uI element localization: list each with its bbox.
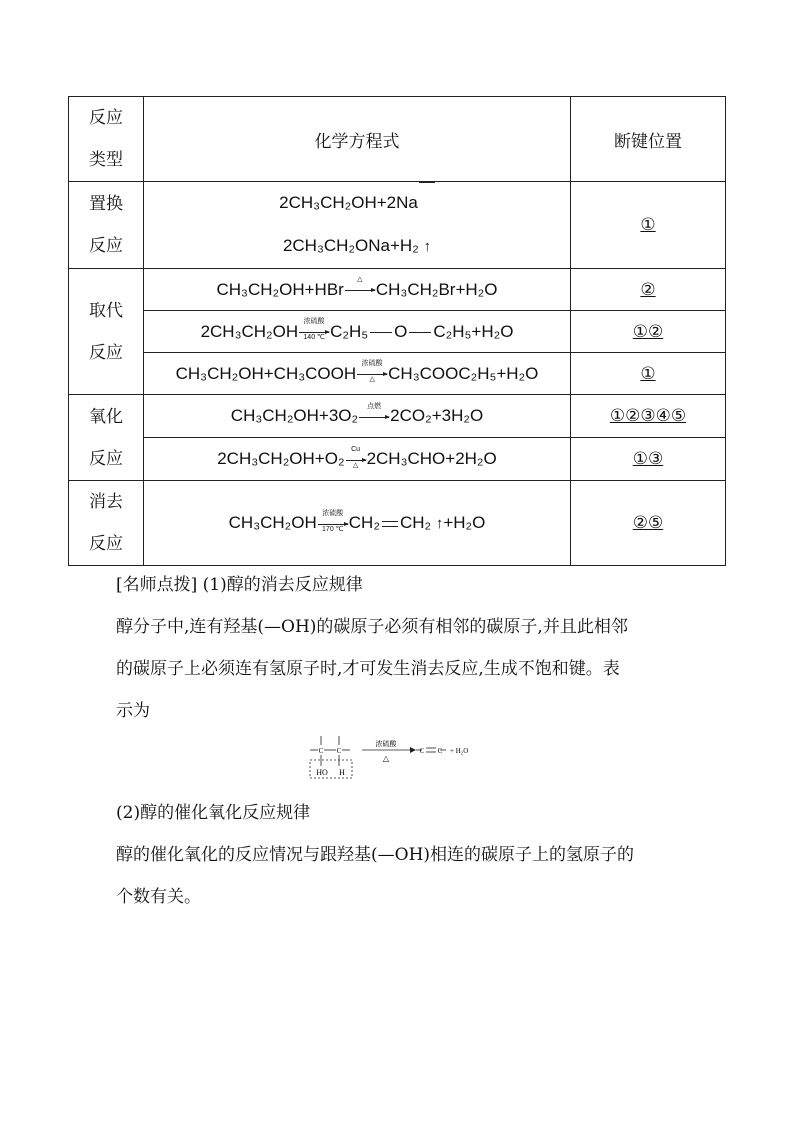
equation-ester [144,353,571,395]
reaction-table [68,96,726,566]
cond-temp: 140 ℃ [303,334,325,342]
scheme-carbon-4: C [437,747,443,755]
position-combust-value: ①②③④⑤ [609,406,687,427]
position-ester-value: ① [640,363,656,384]
header-equation: 化学方程式 [144,97,571,182]
scheme-cond-acid: 浓硫酸 [375,740,397,748]
position-catalytic-value: ①③ [632,449,664,470]
reaction-arrow-icon [357,360,387,384]
header-type-line1: 反应 [89,108,123,128]
ether-oxygen: O [394,321,408,341]
equation-combust-left: CH₃CH₂OH+3O₂ [230,406,359,426]
type-line1: 氧化 [89,406,123,427]
type-line2: 反应 [89,236,123,256]
cond-heat: △ [352,461,359,469]
table-header-row [69,97,726,182]
cond-acid: 浓硫酸 [322,509,344,517]
position-catalytic [571,438,726,481]
cond-acid: 浓硫酸 [361,360,383,368]
row-elimination [69,481,726,566]
scheme-carbon-2: C [336,747,342,755]
row-ether [69,311,726,353]
position-hbr-value: ② [640,279,656,300]
type-line1: 消去 [89,492,123,513]
position-hbr [571,269,726,311]
header-position: 断键位置 [571,97,726,182]
equation-ether-left: 2CH₃CH₂OH [200,321,299,341]
equation-catalytic-left: 2CH₃CH₂OH+O₂ [217,449,345,469]
alkene-ch2-b: CH₂ [399,513,432,533]
row-combust [69,395,726,438]
position-na [571,182,726,269]
cond-ignite: 点燃 [367,402,382,410]
double-bond-icon [382,521,398,527]
equation-elim-left: CH₃CH₂OH [228,513,317,533]
reaction-arrow-icon [299,318,329,342]
scheme-carbon-3: C [419,747,425,755]
cond-heat: △ [357,276,363,284]
type-line2: 反应 [89,534,123,555]
header-type-line2: 类型 [89,150,123,170]
tip-heading: [名师点拨] (1)醇的消去反应规律 [116,575,363,595]
single-bond-icon [409,332,431,333]
type-take [69,269,144,395]
equation-ester-right: CH₃COOC₂H₅+H₂O [388,363,539,383]
elimination-scheme [306,734,492,782]
equation-na-line2 [144,225,570,268]
type-line1: 取代 [89,300,123,321]
equation-hbr-left: CH₃CH₂OH+HBr [216,279,344,299]
type-elimination [69,481,144,566]
single-bond-icon [370,332,392,333]
row-catalytic [69,438,726,481]
row-substitution-na [69,182,726,269]
scheme-cond-heat: △ [382,754,390,763]
equation-combust [144,395,571,438]
alkene-ch2-a: CH₂ [348,513,380,533]
gas-up-arrow-icon: ↑ [423,238,432,256]
gas-up-arrow-icon: ↑ [435,515,444,533]
position-elim-value: ②⑤ [632,513,664,534]
type-line2: 反应 [89,448,123,469]
equation-catalytic [144,438,571,481]
position-ester [571,353,726,395]
type-line1: 置换 [89,194,123,214]
scheme-carbon-1: C [318,747,324,755]
equation-hbr [144,269,571,311]
paragraph2-line1: 醇的催化氧化的反应情况与跟羟基(—OH)相连的碳原子上的氢原子的 [116,845,635,865]
cond-acid: 浓硫酸 [303,318,325,326]
equation-ester-left: CH₃CH₂OH+CH₃COOH [175,363,357,383]
paragraph1-line3: 示为 [116,701,150,721]
header-type [69,97,144,182]
position-ether-value: ①② [632,321,664,342]
equation-hbr-right: CH₃CH₂Br+H₂O [375,279,498,299]
reaction-arrow-icon [318,509,348,533]
type-substitution [69,182,144,269]
position-combust [571,395,726,438]
paragraph1-line1: 醇分子中,连有羟基(—OH)的碳原子必须有相邻的碳原子,并且此相邻 [116,617,628,637]
position-elimination [571,481,726,566]
equation-na-left: 2CH₃CH₂OH+2Na [279,193,418,212]
equation-ether [144,311,571,353]
equation-elimination [144,481,571,566]
equation-na-line1 [144,182,570,225]
reaction-arrow-icon [359,402,389,424]
heading-2: (2)醇的催化氧化反应规律 [116,803,311,823]
type-oxidation [69,395,144,481]
equation-combust-right: 2CO₂+3H₂O [390,406,484,426]
paragraph2-line2: 个数有关。 [116,887,201,907]
cond-heat: △ [369,376,375,384]
paragraph1-line2: 的碳原子上必须连有氢原子时,才可发生消去反应,生成不饱和键。表 [116,659,620,679]
position-ether [571,311,726,353]
scheme-hydrogen: H [339,768,345,777]
equation-elim-water: +H₂O [443,513,486,533]
type-line2: 反应 [89,342,123,363]
position-na-value: ① [640,215,656,235]
row-hbr [69,269,726,311]
cond-catalyst: Cu [351,445,361,453]
short-arrow-icon [419,182,435,225]
scheme-hydroxyl: HO [316,768,328,777]
ether-group-b: C₂H₅+H₂O [433,321,514,341]
reaction-arrow-icon [345,276,375,297]
reaction-arrow-icon [346,445,366,469]
row-ester [69,353,726,395]
equation-na [144,182,571,269]
equation-catalytic-right: 2CH₃CHO+2H₂O [366,449,497,469]
scheme-product-water: + H₂O [450,747,469,755]
ether-group-a: C₂H₅ [330,321,369,341]
cond-temp: 170 ℃ [322,525,344,533]
equation-na-right: 2CH₃CH₂ONa+H₂ [282,236,419,256]
